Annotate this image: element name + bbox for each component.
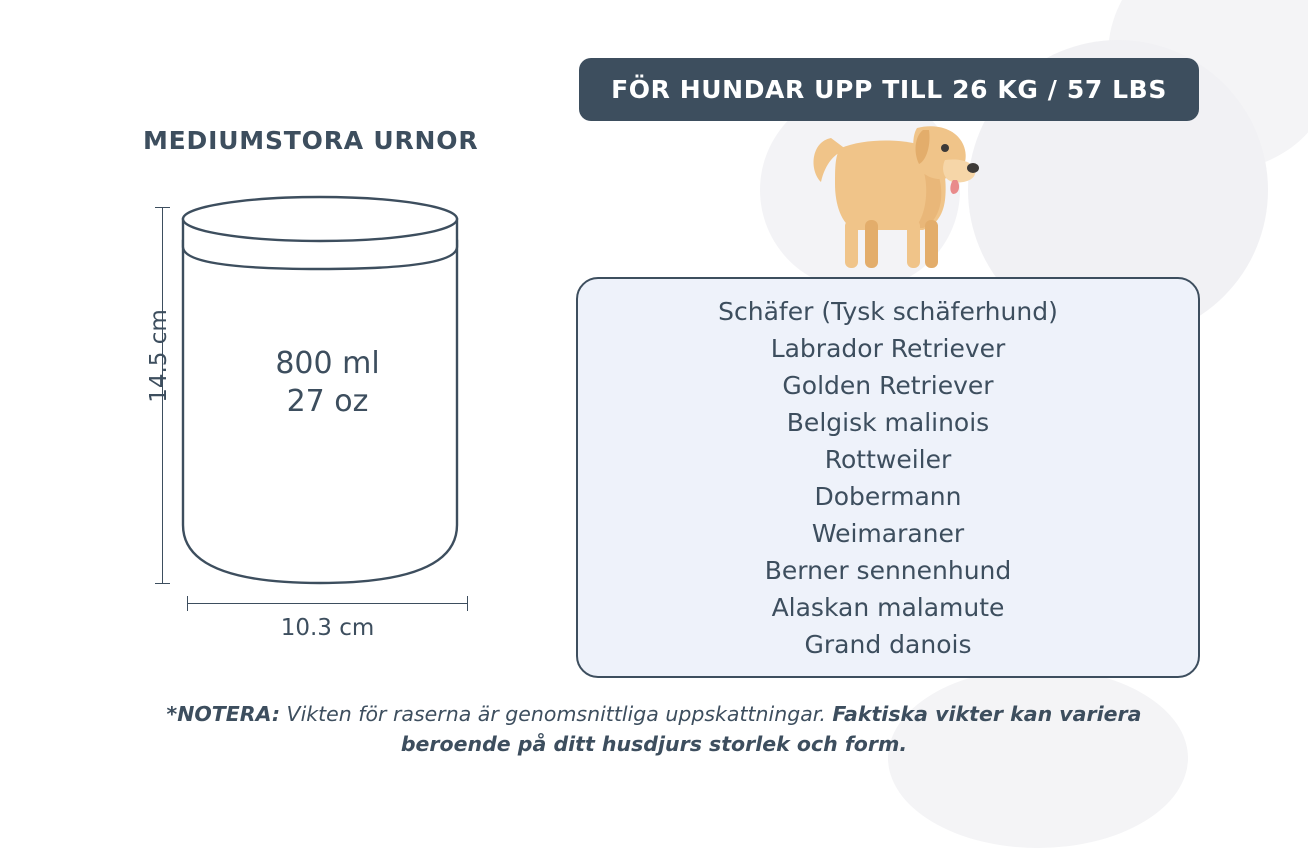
weight-header-banner: FÖR HUNDAR UPP TILL 26 KG / 57 LBS xyxy=(579,58,1199,121)
footnote-strong: Faktiska vikter kan variera beroende på ditt husdjurs storlek och form. xyxy=(400,702,1142,756)
breed-list-panel xyxy=(576,277,1200,678)
width-dimension-line xyxy=(187,603,468,604)
footnote-text: Vikten för raserna är genomsnittliga uppskattningar. xyxy=(280,702,833,726)
urn-diagram xyxy=(120,195,540,665)
list-item: Belgisk malinois xyxy=(786,407,990,437)
width-dimension-label: 10.3 cm xyxy=(280,615,375,641)
list-item: Alaskan malamute xyxy=(771,592,1005,622)
list-item: Schäfer (Tysk schäferhund) xyxy=(718,296,1058,326)
list-item: Rottweiler xyxy=(824,444,952,474)
list-item: Dobermann xyxy=(814,481,962,511)
list-item: Labrador Retriever xyxy=(770,333,1006,363)
urn-capacity-oz: 27 oz xyxy=(286,384,369,420)
height-dimension-label: 14.5 cm xyxy=(145,309,172,403)
section-title-left: MEDIUMSTORA URNOR xyxy=(143,126,479,155)
list-item: Golden Retriever xyxy=(782,370,994,400)
list-item: Grand danois xyxy=(804,629,972,659)
dog-illustration xyxy=(795,108,985,283)
list-item: Berner sennenhund xyxy=(764,555,1012,585)
footnote xyxy=(130,700,1178,759)
urn-capacity-ml: 800 ml xyxy=(275,346,380,381)
list-item: Weimaraner xyxy=(811,518,965,548)
urn-capacity xyxy=(187,345,468,422)
footnote-lead: *NOTERA: xyxy=(166,702,281,726)
